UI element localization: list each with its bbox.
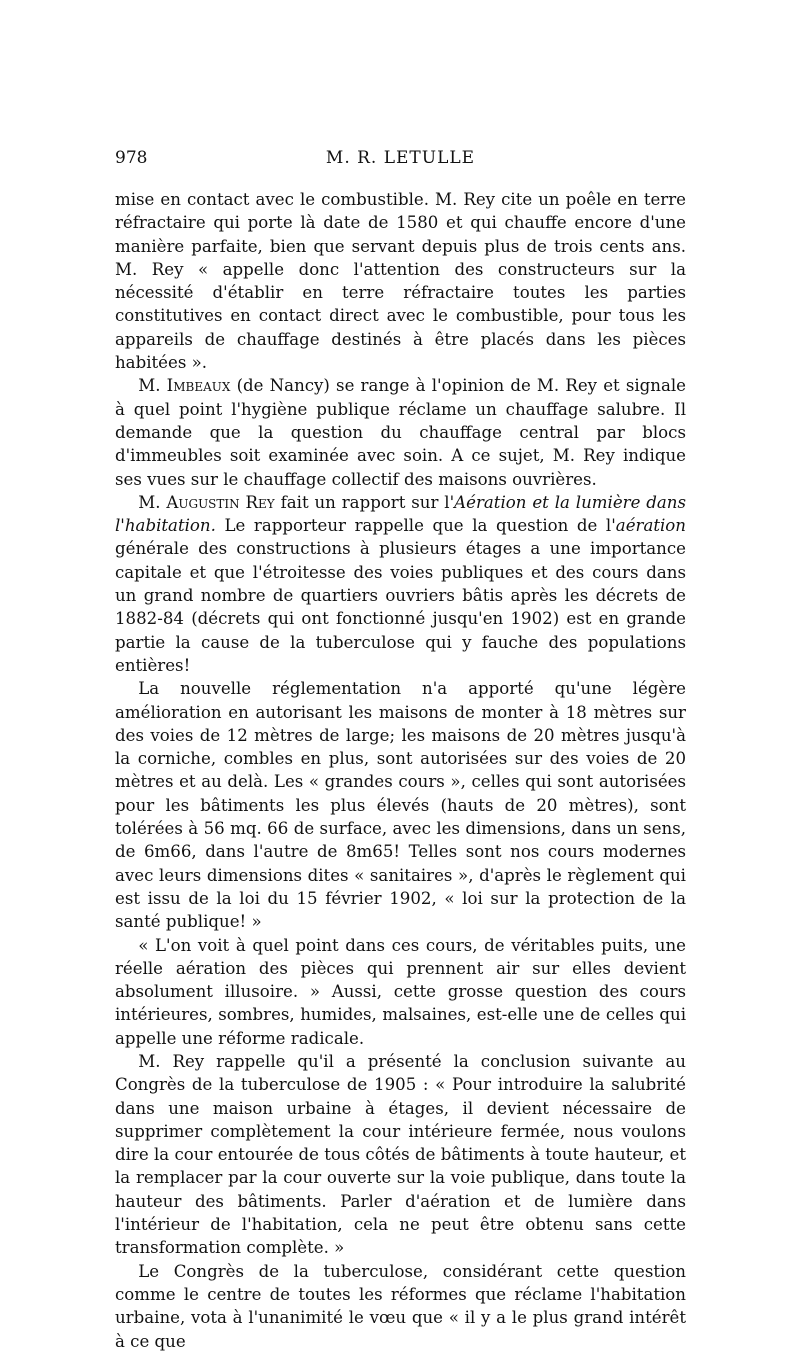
paragraph-2-lead: M. — [138, 376, 167, 396]
paragraph-2-text: (de Nancy) se range à l'opinion de M. Rey et signale à quel point l'hygiène publique réclame un chauffage salubre. Il demande que la question du chauffage central par blocs d'immeubles soit examinée avec soin. A ce sujet, M. Rey indique ses vues sur le chauffage collectif des maisons ouvrières. — [115, 376, 686, 489]
speaker-name-imbeaux: Imbeaux — [166, 376, 231, 396]
paragraph-5: « L'on voit à quel point dans ces cours, de véritables puits, une réelle aération des pièces qui prennent air sur elles devient absolument illusoire. » Aussi, cette grosse question des cours intérieures, sombres, humides, malsaines, est-elle une de celles qui appelle une réforme radicale. — [115, 935, 686, 1048]
paragraph-3-text-2: Le rapporteur rappelle que la question de l' — [215, 516, 616, 536]
page-number: 978 — [115, 148, 148, 168]
paragraph-7: Le Congrès de la tuberculose, considérant cette question comme le centre de toutes les réformes que réclame l'habitation urbaine, vota à l'unanimité le vœu que « il y a le plus grand intérêt à ce que — [115, 1261, 686, 1351]
paragraph-3 — [115, 491, 686, 677]
running-head — [115, 148, 686, 176]
paragraph-4: La nouvelle réglementation n'a apporté qu'une légère amélioration en autorisant les maisons de monter à 18 mètres sur des voies de 12 mètres de large; les maisons de 20 mètres jusqu'à la corniche, combles en plus, sont autorisées sur des voies de 20 mètres et au delà. Les « grandes cours », celles qui sont autorisées pour les bâtiments les plus élevés (hauts de 20 mètres), sont tolérées à 56 mq. 66 de surface, avec les dimensions, dans un sens, de 6m66, dans l'autre de 8m65! Telles sont nos cours modernes avec leurs dimensions dites « sanitaires », d'après le règlement qui est issu de la loi du 15 février 1902, « loi sur la protection de la santé publique! » — [115, 679, 686, 932]
running-title: M. R. LETULLE — [325, 148, 476, 168]
report-title: Aération et la lumière dans l'habitation. — [115, 492, 686, 536]
body-text — [115, 188, 686, 1353]
paragraph-2 — [115, 374, 686, 490]
speaker-name-augustin-rey: Augustin Rey — [166, 492, 275, 512]
paragraph-1: mise en contact avec le combustible. M. Rey cite un poêle en terre réfractaire qui porte là date de 1580 et qui chauffe encore d'une manière parfaite, bien que servant depuis plus de trois cents ans. M. Rey « appelle donc l'attention des constructeurs sur la nécessité d'établir en terre réfractaire toutes les parties constitutives en contact direct avec le combustible, pour tous les appareils de chauffage destinés à être placés dans les pièces habitées ». — [115, 190, 686, 373]
paragraph-3-text-3: générale des constructions à plusieurs étages a une importance capitale et que l'étroitesse des voies publiques et des cours dans un grand nombre de quartiers ouvriers bâtis après les décrets de 1882-84 (décrets qui ont fonctionné jusqu'en 1902) est en grande partie la cause de la tuberculose qui y fauche des populations entières! — [115, 539, 686, 675]
paragraph-3-text-1: fait un rapport sur l' — [274, 492, 455, 512]
paragraph-6: M. Rey rappelle qu'il a présenté la conclusion suivante au Congrès de la tuberculose de 1905 : « Pour introduire la salubrité dans une maison urbaine à étages, il devient nécessaire de supprimer complètement la cour intérieure fermée, nous voulons dire la cour entourée de tous côtés de bâtiments à toute hauteur, et la remplacer par la cour ouverte sur la voie publique, dans toute la hauteur des bâtiments. Parler d'aération et de lumière dans l'intérieur de l'habitation, cela ne peut être obtenu sans cette transformation complète. » — [115, 1051, 686, 1258]
term-aeration: aération — [615, 516, 686, 536]
paragraph-3-lead: M. — [138, 492, 167, 512]
